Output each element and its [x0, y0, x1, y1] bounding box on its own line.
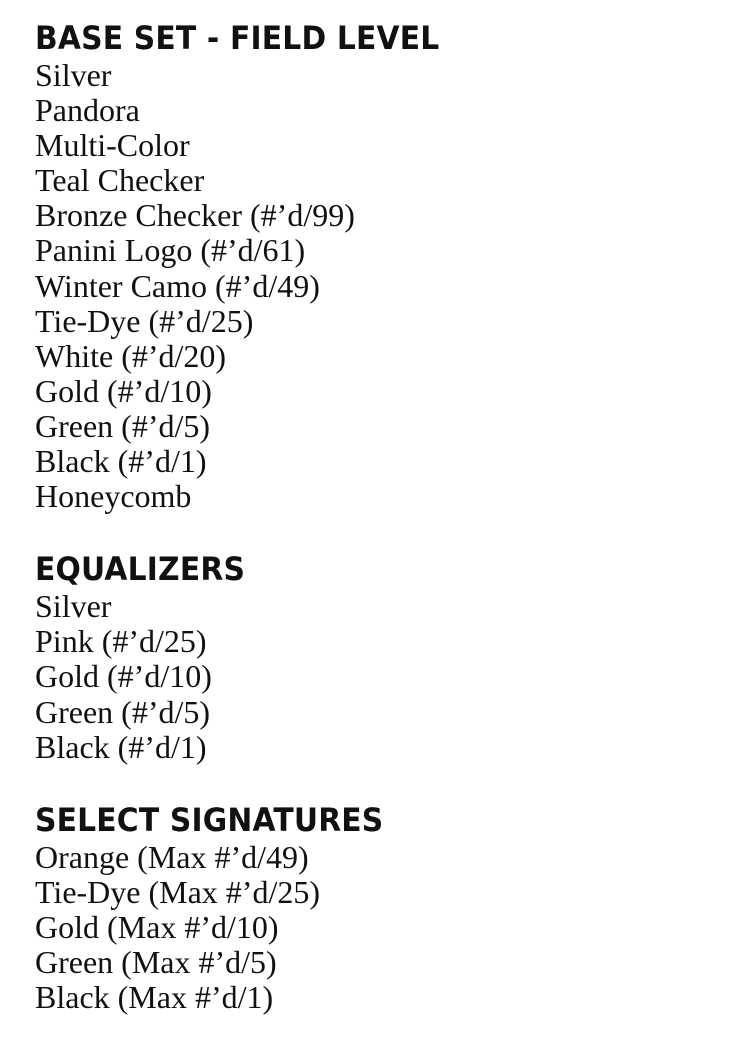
section-heading: SELECT SIGNATURES: [35, 800, 384, 839]
list-item: Tie-Dye (#’d/25): [35, 302, 254, 339]
list-item: Gold (Max #’d/10): [35, 908, 279, 945]
list-item: Honeycomb: [35, 478, 192, 515]
list-item: Orange (Max #’d/49): [35, 838, 309, 875]
list-item: Green (#’d/5): [35, 693, 211, 730]
item-list: [35, 840, 735, 1015]
list-item: Silver: [35, 57, 112, 93]
list-item: Teal Checker: [35, 162, 205, 199]
section-heading: EQUALIZERS: [35, 550, 246, 589]
list-item: Pink (#’d/25): [35, 623, 207, 660]
list-item: White (#’d/20): [35, 337, 227, 374]
section-heading: BASE SET - FIELD LEVEL: [35, 19, 440, 57]
list-item: Winter Camo (#’d/49): [35, 267, 320, 304]
list-item: Tie-Dye (Max #’d/25): [35, 873, 320, 910]
list-item: Bronze Checker (#’d/99): [35, 197, 355, 234]
parallel-checklist: [35, 18, 735, 1015]
list-item: Green (Max #’d/5): [35, 943, 277, 980]
section-base-set: [35, 18, 735, 514]
item-list: [35, 589, 735, 764]
list-item: Panini Logo (#’d/61): [35, 232, 306, 269]
section-equalizers: [35, 549, 735, 764]
section-select-signatures: [35, 800, 735, 1015]
list-item: Green (#’d/5): [35, 407, 211, 444]
list-item: Gold (#’d/10): [35, 372, 212, 409]
list-item: Silver: [35, 588, 112, 625]
list-item: Black (#’d/1): [35, 443, 207, 480]
list-item: Black (#’d/1): [35, 728, 207, 765]
item-list: [35, 58, 735, 514]
list-item: Gold (#’d/10): [35, 658, 212, 695]
list-item: Black (Max #’d/1): [35, 979, 274, 1016]
list-item: Multi-Color: [35, 127, 190, 164]
list-item: Pandora: [35, 92, 140, 129]
